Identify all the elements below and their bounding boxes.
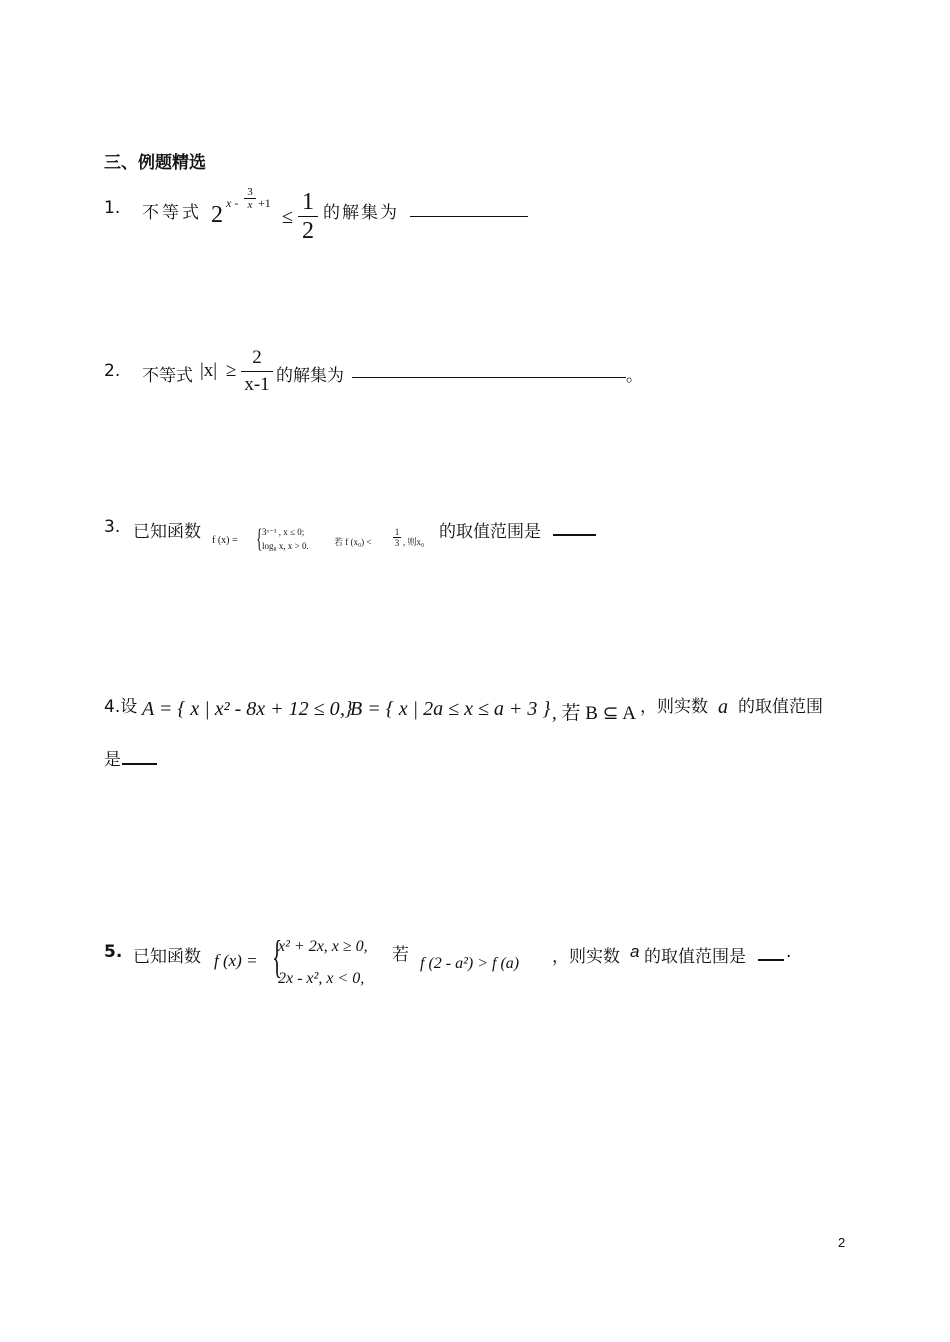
question-3-number: 3. (104, 517, 121, 537)
section-heading: 三、例题精选 (104, 153, 206, 173)
question-3-case-2: log₈ x, x > 0. (262, 541, 309, 551)
question-5-case-2: 2x - x², x < 0, (278, 970, 365, 987)
question-5-brace: { (272, 931, 283, 982)
question-2-answer-blank[interactable] (352, 359, 626, 378)
question-5-fx: f (x) = (214, 951, 258, 970)
question-4-prefix: 4.设 (104, 697, 138, 717)
page-number: 2 (838, 1235, 846, 1250)
question-5-prefix: 已知函数 (133, 947, 201, 967)
question-4-line-2: 是 (104, 750, 121, 770)
question-3-condition-prefix: 若 f (x₀) < (334, 537, 372, 547)
question-1-base: 2 (211, 202, 223, 228)
question-1-rhs-fraction: 1 2 (298, 188, 318, 245)
question-5-condition-prefix: 若 (392, 945, 409, 965)
question-3-condition-fraction: 1 3 (394, 527, 400, 548)
question-3-brace: { (256, 524, 263, 553)
question-2-end: 。 (626, 366, 643, 386)
question-1-exponent-fraction: 3 x (244, 186, 256, 211)
question-4-set-a: A = { x | x² - 8x + 12 ≤ 0 } (142, 698, 353, 720)
question-2-prefix: 不等式 (142, 366, 193, 386)
question-5-tail: ，则实数 (552, 947, 620, 967)
question-2-number: 2. (104, 361, 121, 381)
question-1-exponent-tail: +1 (258, 196, 271, 210)
question-5-answer-blank[interactable] (758, 941, 784, 961)
question-5-variable: a (630, 942, 640, 961)
question-5-case-1: x² + 2x, x ≥ 0, (278, 938, 368, 955)
question-2-geq: ≥ (226, 360, 237, 381)
question-1-prefix: 不等式 (142, 203, 202, 223)
question-5-number: 5. (104, 942, 123, 962)
question-4-answer-blank[interactable] (122, 745, 157, 765)
question-1-leq: ≤ (282, 206, 293, 228)
question-1-number: 1. (104, 198, 121, 218)
question-4-condition: , 若 B ⊆ A (552, 703, 637, 724)
question-4-tail: ，则实数 (640, 697, 708, 717)
question-3-prefix: 已知函数 (133, 522, 201, 542)
question-3-suffix: 的取值范围是 (439, 522, 541, 542)
question-1-answer-blank[interactable] (410, 198, 528, 217)
question-2-suffix: 的解集为 (276, 366, 344, 386)
question-5-suffix: 的取值范围是 (644, 947, 746, 967)
question-3-fx: f (x) = (212, 535, 238, 546)
question-3-case-1: 3ˣ⁻¹ , x ≤ 0; (262, 527, 305, 537)
question-3-answer-blank[interactable] (553, 516, 596, 536)
question-4-suffix: 的取值范围 (738, 697, 823, 717)
question-4-variable: a (718, 696, 728, 718)
question-2-abs: |x| (200, 360, 218, 381)
question-5-end: . (786, 942, 792, 962)
question-1-suffix: 的解集为 (323, 203, 399, 223)
question-2-fraction: 2 x-1 (241, 345, 273, 398)
question-5-condition: f (2 - a²) > f (a) (420, 955, 520, 972)
question-3-condition-suffix: , 则x₀ (403, 537, 425, 547)
question-1-exponent-lead: x - (226, 196, 239, 210)
question-4-set-b: , B = { x | 2a ≤ x ≤ a + 3 } (340, 698, 551, 720)
